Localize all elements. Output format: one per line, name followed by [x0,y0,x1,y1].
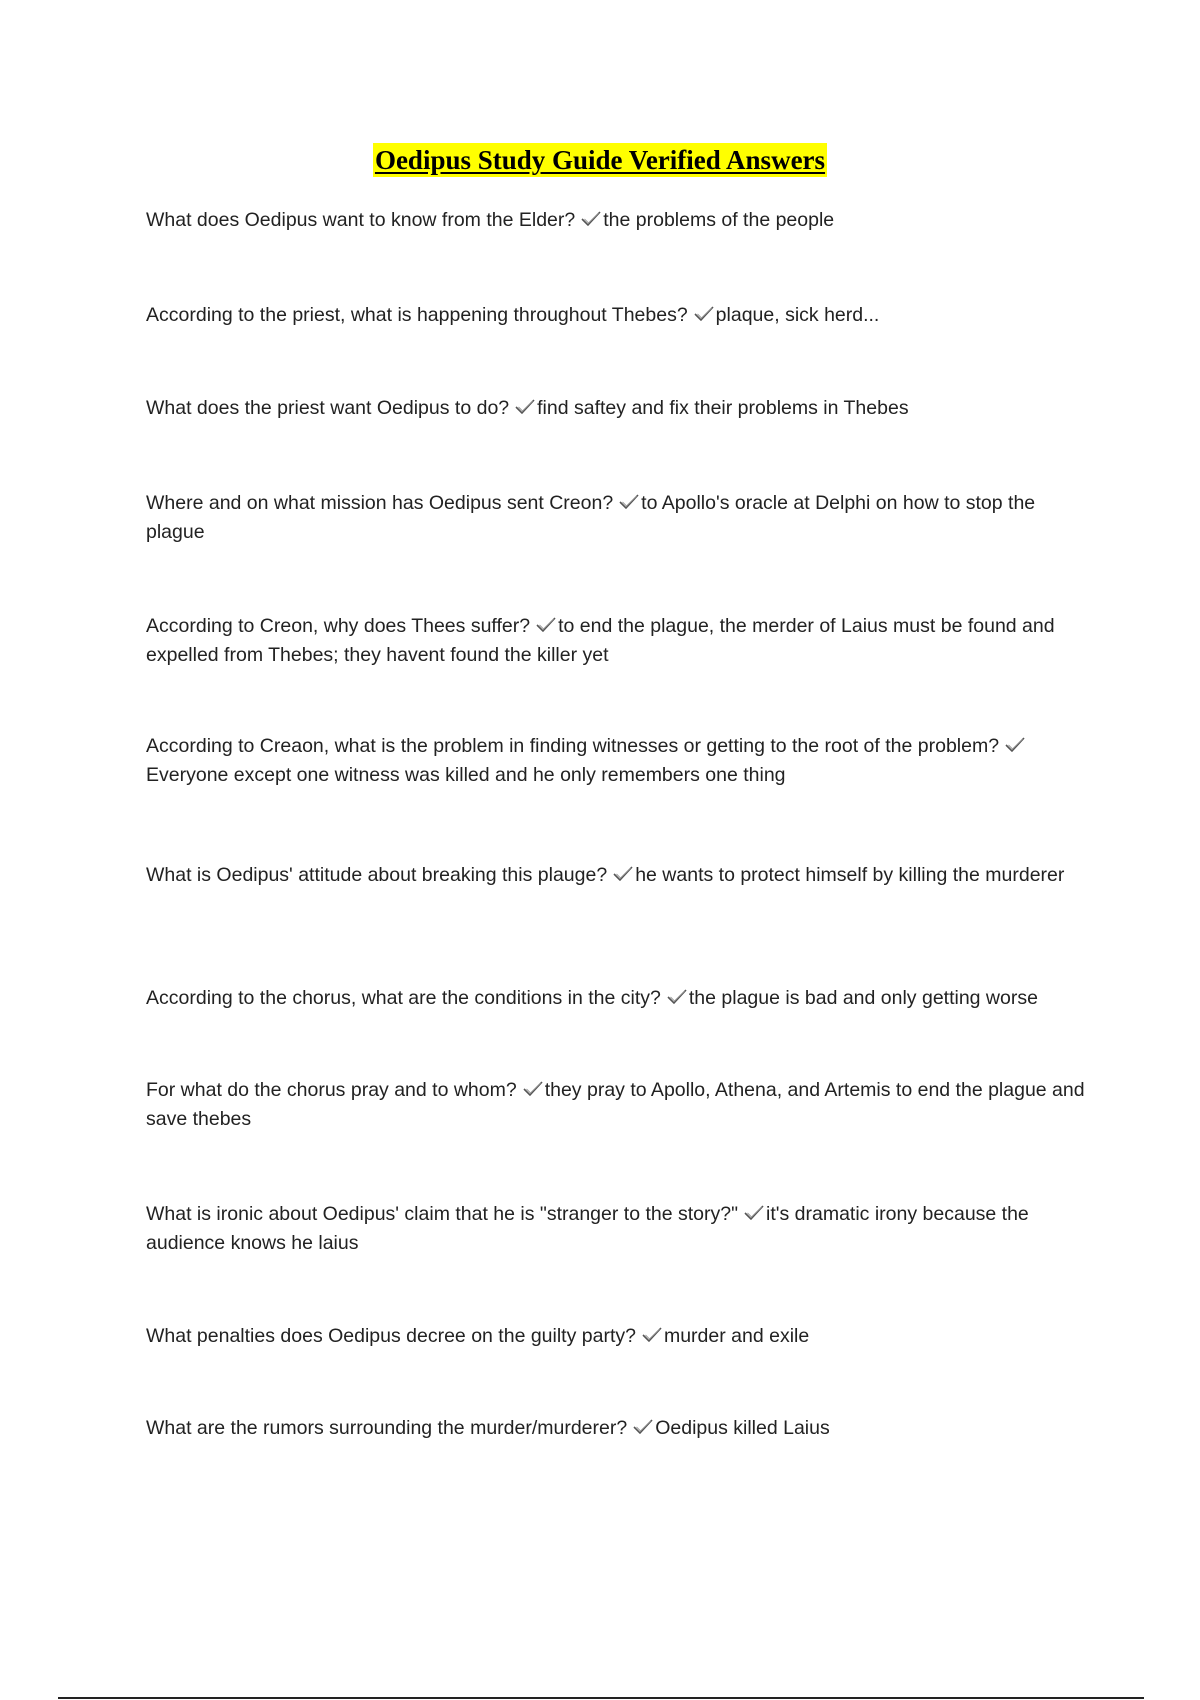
title-container [0,143,1200,177]
question-text: What are the rumors surrounding the murder/murderer? [146,1417,628,1439]
question-text: What does the priest want Oedipus to do? [146,397,510,419]
check-mark-icon [743,1204,765,1222]
check-mark-icon [693,305,715,323]
qa-item [146,1076,1096,1134]
answer-text: Oedipus killed Laius [655,1417,830,1439]
check-mark-icon [666,988,688,1006]
qa-item [146,732,1096,790]
check-mark-icon [535,616,557,634]
answer-text: the plague is bad and only getting worse [688,987,1038,1009]
question-text: According to the priest, what is happening throughout Thebes? [146,304,688,326]
qa-item [146,206,1096,235]
answer-text: he wants to protect himself by killing the murderer [635,864,1065,886]
document-title: Oedipus Study Guide Verified Answers [374,145,826,175]
answer-text: the problems of the people [603,209,835,231]
qa-item [146,301,1096,330]
question-text: What is Oedipus' attitude about breaking this plauge? [146,864,608,886]
qa-item [146,984,1096,1013]
check-mark-icon [612,865,634,883]
check-mark-icon [632,1418,654,1436]
check-mark-icon [514,398,536,416]
answer-text: it's dramatic irony because the audience knows he laius [146,1203,1029,1254]
check-mark-icon [641,1326,663,1344]
check-mark-icon [580,210,602,228]
qa-item [146,489,1096,547]
answer-text: Everyone except one witness was killed and he only remembers one thing [146,764,786,786]
question-text: What does Oedipus want to know from the Elder? [146,209,576,231]
question-text: Where and on what mission has Oedipus sent Creon? [146,492,614,514]
question-text: According to the chorus, what are the conditions in the city? [146,987,661,1009]
answer-text: find saftey and fix their problems in Thebes [537,397,909,419]
qa-item [146,861,1096,890]
qa-item [146,394,1096,423]
qa-item [146,1200,1096,1258]
answer-text: plaque, sick herd... [715,304,880,326]
answer-text: to end the plague, the merder of Laius must be found and expelled from Thebes; they havent found the killer yet [146,615,1055,666]
check-mark-icon [522,1080,544,1098]
qa-item [146,1322,1096,1351]
qa-item [146,1414,1096,1443]
question-text: For what do the chorus pray and to whom? [146,1079,517,1101]
question-text: According to Creaon, what is the problem in finding witnesses or getting to the root of the problem? [146,735,1000,757]
question-text: According to Creon, why does Thees suffer? [146,615,531,637]
answer-text: murder and exile [663,1325,810,1347]
page-bottom-rule [58,1697,1144,1699]
qa-item [146,612,1096,670]
answer-text: they pray to Apollo, Athena, and Artemis to end the plague and save thebes [146,1079,1085,1130]
check-mark-icon [1004,736,1026,754]
question-text: What penalties does Oedipus decree on the guilty party? [146,1325,636,1347]
check-mark-icon [618,493,640,511]
question-text: What is ironic about Oedipus' claim that he is "stranger to the story?" [146,1203,739,1225]
answer-text: to Apollo's oracle at Delphi on how to stop the plague [146,492,1036,543]
